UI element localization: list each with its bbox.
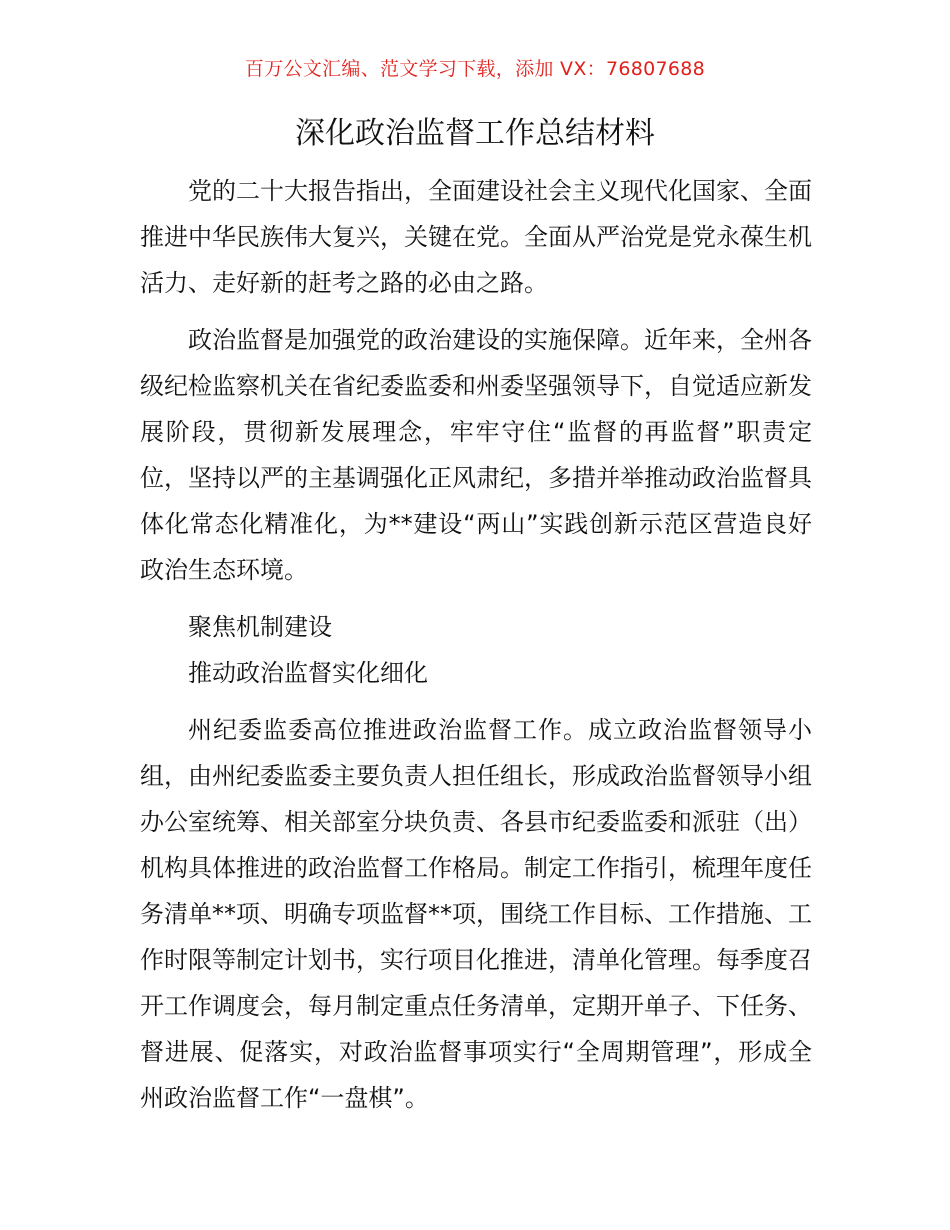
section-subheading: 推动政治监督实化细化	[188, 659, 428, 687]
paragraph-intro: 党的二十大报告指出，全面建设社会主义现代化国家、全面推进中华民族伟大复兴，关键在党。全面从严治党是党永葆生机活力、走好新的赶考之路的必由之路。	[140, 177, 812, 297]
section-heading: 聚焦机制建设	[188, 613, 332, 641]
document-body	[140, 168, 812, 1132]
paragraph-political-supervision: 政治监督是加强党的政治建设的实施保障。近年来，全州各级纪检监察机关在省纪委监委和州委坚强领导下，自觉适应新发展阶段，贯彻新发展理念，牢牢守住“监督的再监督”职责定位，坚持以严的主基调强化正风肃纪，多措并举推动政治监督具体化常态化精准化，为**建设“两山”实践创新示范区营造良好政治生态环境。	[140, 326, 812, 584]
paragraph-mechanism: 州纪委监委高位推进政治监督工作。成立政治监督领导小组，由州纪委监委主要负责人担任组长，形成政治监督领导小组办公室统筹、相关部室分块负责、各县市纪委监委和派驻（出）机构具体推进的政治监督工作格局。制定工作指引，梳理年度任务清单**项、明确专项监督**项，围绕工作目标、工作措施、工作时限等制定计划书，实行项目化推进，清单化管理。每季度召开工作调度会，每月制定重点任务清单，定期开单子、下任务、督进展、促落实，对政治监督事项实行“全周期管理”，形成全州政治监督工作“一盘棋”。	[140, 716, 812, 1112]
document-title: 深化政治监督工作总结材料	[295, 116, 655, 151]
header-banner: 百万公文汇编、范文学习下载，添加 VX：76807688	[244, 58, 706, 80]
